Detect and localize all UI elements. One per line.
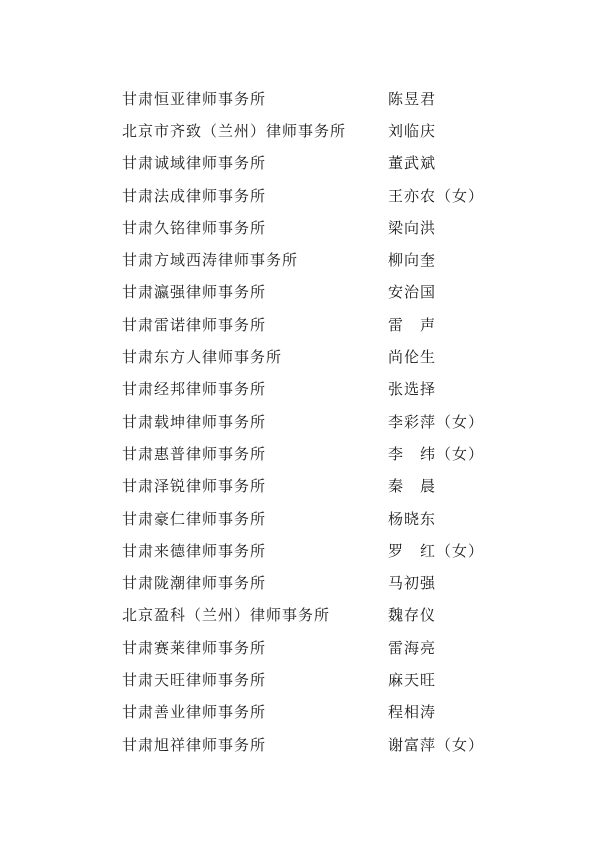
law-firm-name: 甘肃豪仁律师事务所 (122, 509, 267, 528)
list-item (122, 728, 522, 760)
law-firm-name: 甘肃载坤律师事务所 (122, 412, 267, 431)
lawyer-name: 张选择 (388, 380, 437, 399)
law-firm-name: 北京盈科（兰州）律师事务所 (122, 606, 331, 625)
law-firm-name: 甘肃恒亚律师事务所 (122, 89, 267, 108)
list-item (122, 82, 522, 114)
list-item (122, 599, 522, 631)
list-item (122, 147, 522, 179)
lawyer-name: 秦 晨 (388, 477, 437, 496)
lawyer-name: 王亦农（女） (388, 186, 485, 205)
lawyer-name: 刘临庆 (388, 121, 437, 140)
lawyer-name: 柳向奎 (388, 251, 437, 270)
law-firm-name: 甘肃惠普律师事务所 (122, 444, 267, 463)
lawyer-name: 魏存仪 (388, 606, 437, 625)
law-firm-name: 甘肃法成律师事务所 (122, 186, 267, 205)
lawyer-name: 程相涛 (388, 703, 437, 722)
list-item (122, 308, 522, 340)
law-firm-name: 甘肃泽锐律师事务所 (122, 477, 267, 496)
list-item (122, 470, 522, 502)
list-item (122, 179, 522, 211)
lawyer-name: 李彩萍（女） (388, 412, 485, 431)
list-item (122, 276, 522, 308)
law-firm-name: 甘肃久铭律师事务所 (122, 218, 267, 237)
list-item (122, 502, 522, 534)
lawyer-name: 尚伦生 (388, 348, 437, 367)
law-firm-name: 甘肃善业律师事务所 (122, 703, 267, 722)
lawyer-name: 麻天旺 (388, 670, 437, 689)
lawyer-name: 梁向洪 (388, 218, 437, 237)
lawyer-name: 谢富萍（女） (388, 735, 485, 754)
lawyer-name: 罗 红（女） (388, 541, 485, 560)
lawyer-name: 杨晓东 (388, 509, 437, 528)
list-item (122, 534, 522, 566)
list-item (122, 566, 522, 598)
list-item (122, 631, 522, 663)
lawyer-name: 马初强 (388, 574, 437, 593)
law-firm-name: 甘肃天旺律师事务所 (122, 670, 267, 689)
law-firm-name: 甘肃瀛强律师事务所 (122, 283, 267, 302)
law-firm-name: 甘肃经邦律师事务所 (122, 380, 267, 399)
list-item (122, 696, 522, 728)
law-firm-name: 甘肃陇潮律师事务所 (122, 574, 267, 593)
list-item (122, 437, 522, 469)
law-firm-name: 甘肃旭祥律师事务所 (122, 735, 267, 754)
law-firm-name: 甘肃方域西涛律师事务所 (122, 251, 299, 270)
lawyer-name: 雷海亮 (388, 638, 437, 657)
list-item (122, 373, 522, 405)
law-firm-name: 甘肃来德律师事务所 (122, 541, 267, 560)
list-item (122, 663, 522, 695)
law-firm-name: 甘肃东方人律师事务所 (122, 348, 283, 367)
lawyer-name: 李 纬（女） (388, 444, 485, 463)
lawyer-name: 陈昱君 (388, 89, 437, 108)
lawyer-list (122, 82, 522, 760)
list-item (122, 211, 522, 243)
lawyer-name: 雷 声 (388, 315, 437, 334)
list-item (122, 243, 522, 275)
lawyer-name: 董武斌 (388, 154, 437, 173)
law-firm-name: 甘肃雷诺律师事务所 (122, 315, 267, 334)
list-item (122, 405, 522, 437)
lawyer-name: 安治国 (388, 283, 437, 302)
law-firm-name: 甘肃诚域律师事务所 (122, 154, 267, 173)
list-item (122, 340, 522, 372)
law-firm-name: 甘肃赛莱律师事务所 (122, 638, 267, 657)
list-item (122, 114, 522, 146)
law-firm-name: 北京市齐致（兰州）律师事务所 (122, 121, 347, 140)
